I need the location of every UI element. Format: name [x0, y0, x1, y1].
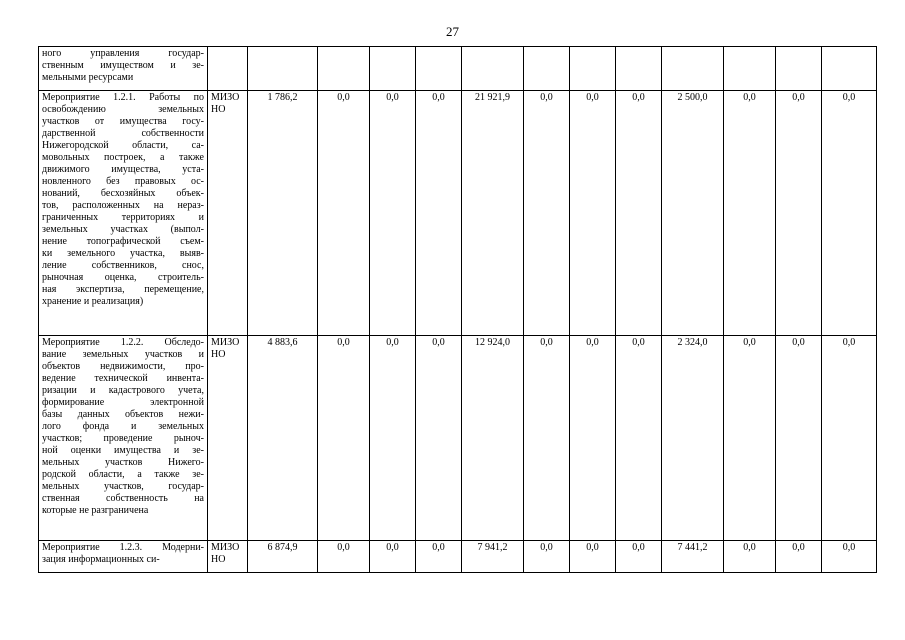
description-line: базы данных объектов нежи-	[42, 409, 204, 420]
description-line: мельными ресурсами	[42, 72, 134, 83]
value-cell	[524, 47, 570, 91]
value-cell: 0,0	[318, 91, 370, 336]
page-number: 27	[446, 24, 459, 39]
activity-description-cell	[39, 336, 208, 541]
value-cell: 0,0	[776, 91, 822, 336]
value-cell: 0,0	[724, 541, 776, 573]
value-cell	[248, 47, 318, 91]
value-cell	[370, 47, 416, 91]
value-cell	[776, 47, 822, 91]
value-cell: 0,0	[570, 336, 616, 541]
value-cell: 0,0	[370, 91, 416, 336]
description-line: нение топографической съем-	[42, 236, 204, 247]
executor-cell: МИЗО НО	[208, 91, 248, 336]
value-cell: 21 921,9	[462, 91, 524, 336]
executor-cell: МИЗО НО	[208, 541, 248, 573]
description-line: Нижегородской области, са-	[42, 140, 204, 151]
value-cell: 0,0	[416, 91, 462, 336]
value-cell: 0,0	[616, 336, 662, 541]
value-cell: 0,0	[776, 336, 822, 541]
value-cell: 6 874,9	[248, 541, 318, 573]
value-cell: 4 883,6	[248, 336, 318, 541]
description-line: ного управления государ-	[42, 48, 204, 59]
value-cell: 1 786,2	[248, 91, 318, 336]
description-line: мельных участков, государ-	[42, 481, 204, 492]
value-cell: 0,0	[318, 336, 370, 541]
description-line: зация информационных си-	[42, 554, 160, 565]
value-cell: 0,0	[822, 541, 877, 573]
value-cell: 0,0	[724, 336, 776, 541]
description-line: освобождению земельных	[42, 104, 204, 115]
value-cell	[570, 47, 616, 91]
description-line: лого фонда и земельных	[42, 421, 204, 432]
value-cell: 2 324,0	[662, 336, 724, 541]
value-cell	[724, 47, 776, 91]
value-cell	[822, 47, 877, 91]
description-line: тов, расположенных на нераз-	[42, 200, 204, 211]
value-cell: 0,0	[524, 336, 570, 541]
description-line: ная экспертиза, перемещение,	[42, 284, 204, 295]
value-cell	[662, 47, 724, 91]
description-line: Мероприятие 1.2.2. Обследо-	[42, 337, 204, 348]
value-cell	[416, 47, 462, 91]
value-cell	[616, 47, 662, 91]
value-cell: 2 500,0	[662, 91, 724, 336]
description-line: которые не разграничена	[42, 505, 149, 516]
description-line: ной оценки имущества и зе-	[42, 445, 204, 456]
activity-description-cell	[39, 91, 208, 336]
value-cell: 0,0	[776, 541, 822, 573]
executor-cell: МИЗО НО	[208, 336, 248, 541]
value-cell: 0,0	[416, 541, 462, 573]
value-cell: 0,0	[524, 541, 570, 573]
value-cell: 0,0	[822, 91, 877, 336]
description-line: ризации и кадастрового учета,	[42, 385, 204, 396]
value-cell: 7 941,2	[462, 541, 524, 573]
description-line: ки земельного участка, выяв-	[42, 248, 204, 259]
value-cell: 0,0	[318, 541, 370, 573]
description-line: земельных участках (выпол-	[42, 224, 204, 235]
value-cell: 0,0	[570, 541, 616, 573]
table-row	[39, 91, 877, 336]
description-line: рыночная оценка, строитель-	[42, 272, 204, 283]
description-line: родской области, а также зе-	[42, 469, 204, 480]
value-cell: 0,0	[616, 541, 662, 573]
budget-table	[38, 46, 877, 573]
description-line: формирование электронной	[42, 397, 204, 408]
description-line: движимого имущества, уста-	[42, 164, 204, 175]
value-cell	[462, 47, 524, 91]
description-line: граниченных территориях и	[42, 212, 204, 223]
value-cell: 7 441,2	[662, 541, 724, 573]
activity-description-cell	[39, 47, 208, 91]
description-line: хранение и реализация)	[42, 296, 144, 307]
description-line: вание земельных участков и	[42, 349, 204, 360]
description-line: ведение технической инвента-	[42, 373, 204, 384]
table-row	[39, 47, 877, 91]
description-line: нований, бесхозяйных объек-	[42, 188, 204, 199]
description-line: мовольных построек, а также	[42, 152, 204, 163]
table-row	[39, 541, 877, 573]
value-cell: 0,0	[570, 91, 616, 336]
value-cell: 12 924,0	[462, 336, 524, 541]
description-line: участков от имущества госу-	[42, 116, 204, 127]
description-line: участков; проведение рыноч-	[42, 433, 204, 444]
value-cell: 0,0	[616, 91, 662, 336]
description-line: мельных участков Нижего-	[42, 457, 204, 468]
description-line: объектов недвижимости, про-	[42, 361, 204, 372]
value-cell: 0,0	[370, 336, 416, 541]
value-cell: 0,0	[724, 91, 776, 336]
description-line: ственным имуществом и зе-	[42, 60, 204, 71]
activity-description-cell	[39, 541, 208, 573]
description-line: новленного без правовых ос-	[42, 176, 204, 187]
value-cell: 0,0	[524, 91, 570, 336]
executor-cell	[208, 47, 248, 91]
description-line: ственная собственность на	[42, 493, 204, 504]
value-cell	[318, 47, 370, 91]
description-line: Мероприятие 1.2.3. Модерни-	[42, 542, 204, 553]
description-line: дарственной собственности	[42, 128, 204, 139]
table-row	[39, 336, 877, 541]
value-cell: 0,0	[416, 336, 462, 541]
value-cell: 0,0	[370, 541, 416, 573]
description-line: ление собственников, снос,	[42, 260, 204, 271]
value-cell: 0,0	[822, 336, 877, 541]
description-line: Мероприятие 1.2.1. Работы по	[42, 92, 204, 103]
